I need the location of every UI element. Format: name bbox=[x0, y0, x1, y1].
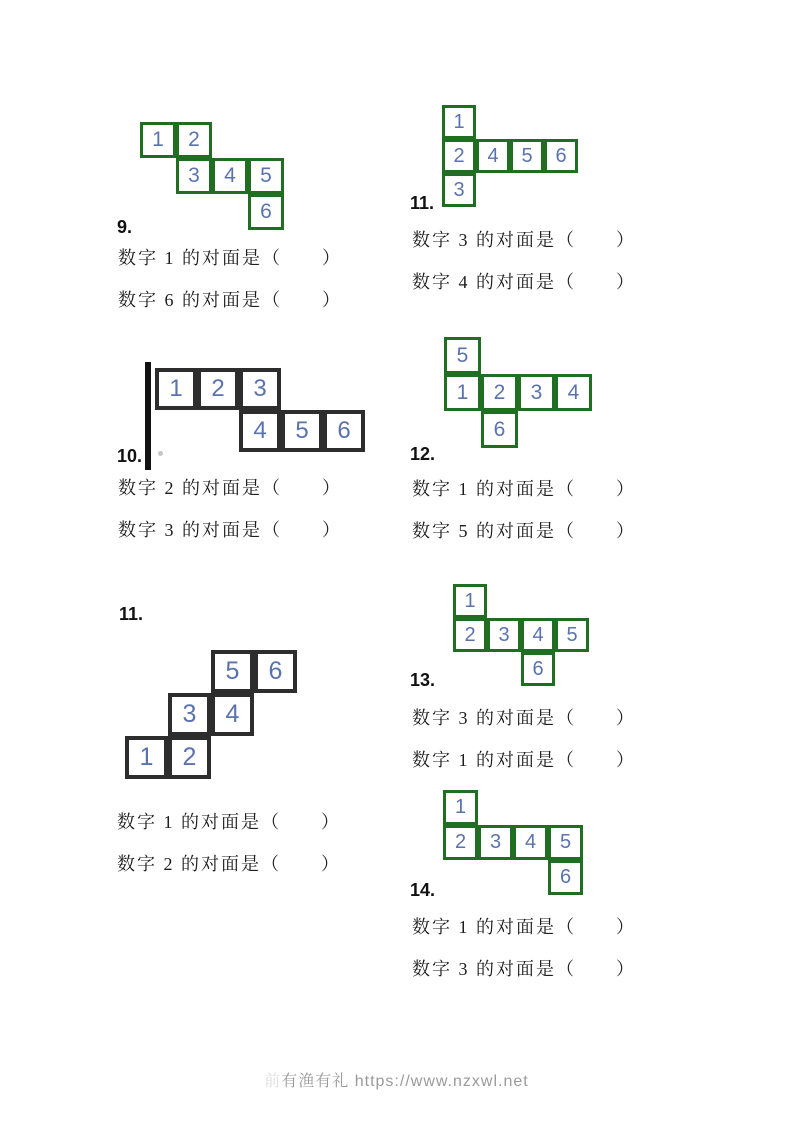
problem-number: 11. bbox=[410, 193, 435, 213]
net-cell-number: 6 bbox=[337, 417, 351, 444]
net-cell bbox=[481, 374, 518, 411]
net-cell-number: 6 bbox=[555, 144, 567, 167]
net-cell-number: 5 bbox=[260, 164, 272, 187]
net-cell bbox=[453, 618, 487, 652]
question-line: 数字 3 的对面是（ ） bbox=[412, 708, 636, 728]
net-cell bbox=[548, 825, 583, 860]
net-cell bbox=[444, 337, 481, 374]
net-cell-number: 6 bbox=[260, 200, 272, 223]
problem-number: 9. bbox=[117, 217, 133, 237]
net-cell-number: 2 bbox=[453, 144, 465, 167]
question-line: 数字 4 的对面是（ ） bbox=[412, 272, 636, 292]
net-cell bbox=[155, 368, 197, 410]
net-cell bbox=[521, 618, 555, 652]
net-cell-number: 2 bbox=[493, 380, 506, 404]
problem-number: 14. bbox=[410, 880, 436, 900]
net-cell bbox=[481, 411, 518, 448]
net-cell-number: 3 bbox=[498, 623, 510, 646]
cursor-bar bbox=[145, 362, 151, 470]
net-cell bbox=[555, 618, 589, 652]
net-cell-number: 1 bbox=[456, 380, 469, 404]
net-cell-number: 3 bbox=[188, 164, 200, 187]
net-cell bbox=[478, 825, 513, 860]
problem-number: 10. bbox=[117, 446, 143, 466]
net-cell bbox=[176, 158, 212, 194]
net-cell-number: 1 bbox=[139, 743, 154, 771]
net-cell-number: 2 bbox=[211, 375, 225, 402]
net-cell bbox=[239, 368, 281, 410]
question-line: 数字 1 的对面是（ ） bbox=[412, 917, 636, 937]
net-cell bbox=[197, 368, 239, 410]
net-cell bbox=[125, 736, 168, 779]
net-cell bbox=[176, 122, 212, 158]
question-line: 数字 1 的对面是（ ） bbox=[117, 812, 341, 832]
net-cell bbox=[281, 410, 323, 452]
net-cell-number: 4 bbox=[567, 380, 580, 404]
question-line: 数字 3 的对面是（ ） bbox=[412, 230, 636, 250]
question-line: 数字 3 的对面是（ ） bbox=[412, 959, 636, 979]
net-cell bbox=[140, 122, 176, 158]
net-cell bbox=[548, 860, 583, 895]
net-cell-number: 3 bbox=[530, 380, 543, 404]
net-cell-number: 5 bbox=[456, 343, 469, 367]
net-cell bbox=[254, 650, 297, 693]
net-cell bbox=[211, 693, 254, 736]
net-cell bbox=[544, 139, 578, 173]
net-cell-number: 3 bbox=[182, 700, 197, 728]
net-cell bbox=[555, 374, 592, 411]
problem-number: 11. bbox=[119, 604, 144, 624]
question-line: 数字 1 的对面是（ ） bbox=[412, 479, 636, 499]
question-line: 数字 1 的对面是（ ） bbox=[412, 750, 636, 770]
net-cell bbox=[476, 139, 510, 173]
problem-number: 13. bbox=[410, 670, 436, 690]
net-cell-number: 1 bbox=[169, 375, 183, 402]
net-cell bbox=[442, 139, 476, 173]
net-cell-number: 4 bbox=[253, 417, 267, 444]
question-line: 数字 1 的对面是（ ） bbox=[118, 248, 342, 268]
net-cell-number: 6 bbox=[559, 866, 572, 888]
question-line: 数字 6 的对面是（ ） bbox=[118, 290, 342, 310]
net-cell-number: 2 bbox=[188, 128, 200, 151]
net-cell bbox=[168, 693, 211, 736]
net-cell bbox=[168, 736, 211, 779]
net-cell bbox=[442, 173, 476, 207]
net-cell bbox=[444, 374, 481, 411]
net-cell-number: 4 bbox=[225, 700, 240, 728]
net-cell-number: 5 bbox=[295, 417, 309, 444]
net-cell-number: 4 bbox=[524, 831, 537, 853]
net-cell-number: 2 bbox=[464, 623, 476, 646]
net-cell-number: 2 bbox=[182, 743, 197, 771]
net-cell-number: 2 bbox=[454, 831, 467, 853]
net-cell bbox=[513, 825, 548, 860]
net-cell-number: 5 bbox=[566, 623, 578, 646]
net-cell bbox=[521, 652, 555, 686]
net-cell-number: 1 bbox=[464, 589, 476, 612]
footer-watermark bbox=[0, 1068, 793, 1091]
question-line: 数字 3 的对面是（ ） bbox=[118, 520, 342, 540]
problem-number: 12. bbox=[410, 444, 436, 464]
net-cell bbox=[453, 584, 487, 618]
net-cell bbox=[443, 825, 478, 860]
net-cell bbox=[487, 618, 521, 652]
net-cell bbox=[248, 158, 284, 194]
footer-faint-text: 前 bbox=[264, 1073, 282, 1090]
question-line: 数字 5 的对面是（ ） bbox=[412, 521, 636, 541]
net-cell-number: 6 bbox=[532, 657, 544, 680]
net-cell-number: 4 bbox=[487, 144, 499, 167]
net-cell bbox=[518, 374, 555, 411]
net-cell-number: 5 bbox=[225, 657, 240, 685]
net-cell bbox=[443, 790, 478, 825]
net-cell bbox=[212, 158, 248, 194]
net-cell-number: 6 bbox=[268, 657, 283, 685]
net-cell-number: 1 bbox=[453, 110, 465, 133]
artifact-dot bbox=[158, 451, 163, 456]
net-cell bbox=[323, 410, 365, 452]
net-cell bbox=[248, 194, 284, 230]
net-cell-number: 6 bbox=[493, 417, 506, 441]
net-cell-number: 3 bbox=[253, 375, 267, 402]
net-cell-number: 5 bbox=[559, 831, 572, 853]
net-cell bbox=[442, 105, 476, 139]
net-cell bbox=[239, 410, 281, 452]
question-line: 数字 2 的对面是（ ） bbox=[117, 854, 341, 874]
footer-watermark-text: 有渔有礼 https://www.nzxwl.net bbox=[281, 1073, 529, 1090]
net-cell-number: 4 bbox=[224, 164, 236, 187]
net-cell bbox=[211, 650, 254, 693]
net-cell-number: 3 bbox=[453, 178, 465, 201]
question-line: 数字 2 的对面是（ ） bbox=[118, 478, 342, 498]
net-cell-number: 4 bbox=[532, 623, 544, 646]
net-cell-number: 5 bbox=[521, 144, 533, 167]
net-cell-number: 1 bbox=[454, 796, 467, 818]
net-cell bbox=[510, 139, 544, 173]
net-cell-number: 3 bbox=[489, 831, 502, 853]
net-cell-number: 1 bbox=[152, 128, 164, 151]
